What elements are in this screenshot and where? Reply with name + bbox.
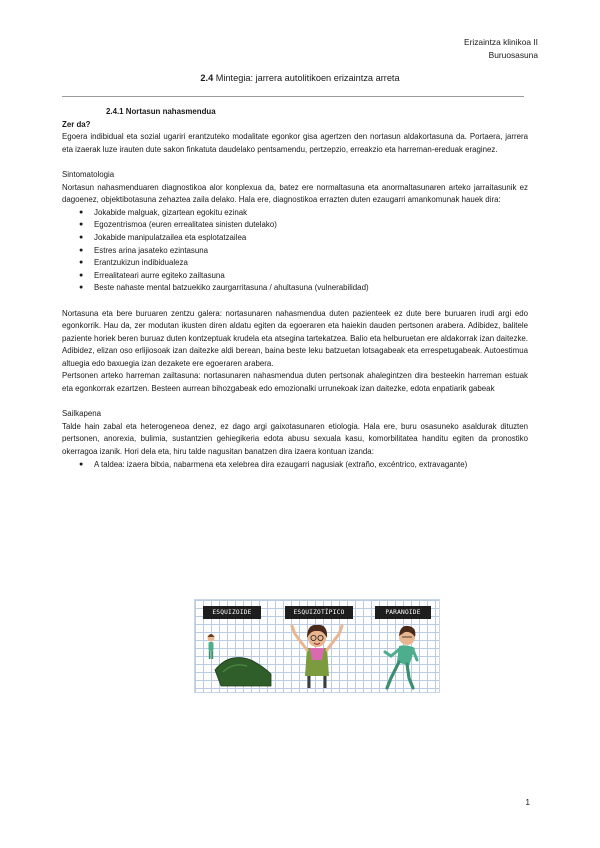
list-item: ● Errealitateari aurre egiteko zailtasuna [62, 270, 528, 283]
running-header [464, 36, 538, 62]
title-text: Mintegia: jarrera autolitikoen erizaintza arreta [215, 73, 400, 83]
bullet-icon: ● [79, 284, 84, 292]
paranoid-figure-icon [195, 600, 439, 692]
list-item: ● Estres arina jasateko ezintasuna [62, 245, 528, 258]
subject-name: Buruosasuna [488, 50, 538, 60]
bullet-icon: ● [79, 259, 84, 267]
section-heading: 2.4.1 Nortasun nahasmendua [106, 107, 216, 116]
list-item: ● Erantzukizun indibidualeza [62, 257, 528, 270]
list-item: ● A taldea: izaera bitxia, nabarmena eta xelebrea dira ezaugarri nagusiak (extraño, excéntrico, extravagante) [62, 459, 528, 472]
cluster-a-illustration [194, 599, 440, 693]
list-item: ● Egozentrismoa (euren errealitatea sinisten dutelako) [62, 219, 528, 232]
symptoms-heading: Sintomatologia [62, 169, 115, 179]
symptoms-list [62, 207, 528, 295]
list-item: ● Jokabide malguak, gizartean egokitu ezinak [62, 207, 528, 220]
bullet-icon: ● [79, 271, 84, 279]
what-paragraph: Egoera indibidual eta sozial ugariri erantzuteko modalitate egonkor gisa agertzen den nortasun aldakortasuna da. Portaera, jarrera eta izaerak luze irauten dute sakon finkatuta daudelako pentsamendu, pertzepzio, erreakzio eta harreman-ereduak eraginez. [62, 132, 528, 154]
classification-heading: Sailkapena [62, 409, 102, 419]
bullet-icon: ● [79, 460, 84, 468]
label-schizotypal: ESQUIZOTÍPICO [285, 606, 353, 619]
page-number: 1 [525, 797, 530, 807]
bullet-icon: ● [79, 246, 84, 254]
identity-paragraph: Nortasuna eta bere buruaren zentzu galera: nortasunaren nahasmendua duten pazienteek ez dute bere buruaren irudi argi edo egonkorrik. Hau da, zer modutan ikusten diren aldatu egiten da egoeraren eta haiekin dauden pertsonen arabera. Adibidez, balitele paziente horiek beren buruaz duten kontzeptuak krudela eta atsegina tartekatzea. Balio eta helburuetan ere aldakorrak izan daitezke. Adibidez, elizan oso erlijiosoak izan daitezke aldi berean, baina beste leku batzuetan lotsagabeak eta errespetugabeak. Autoestimua altuegia edo baxuegia izan dezakete ere egoeraren arabera. [62, 308, 528, 368]
label-paranoid: PARANOIDE [375, 606, 431, 619]
main-content [62, 106, 528, 471]
title-divider [62, 96, 524, 97]
label-schizoid: ESQUIZOIDE [203, 606, 261, 619]
what-heading: Zer da? [62, 119, 91, 129]
classification-paragraph: Talde hain zabal eta heterogeneoa denez, ez dago argi gaixotasunaren etiologia. Hala ere, buru osasuneko asaldurak dituzten pertsonen, anorexia, bulimia, sustantzien gehiegikeria edota abusu sexuala kasu, komorbilitatea handitu egiten da pronostiko okerragoa izanik. Hori dela eta, hiru talde nagusitan banatzen dira izaera kontuan izanda: [62, 421, 528, 457]
list-item: ● Beste nahaste mental batzuekiko zaurgarritasuna / ahultasuna (vulnerabilidad) [62, 282, 528, 295]
groups-list [62, 459, 528, 472]
bullet-icon: ● [79, 221, 84, 229]
symptoms-paragraph: Nortasun nahasmenduaren diagnostikoa alor konplexua da, batez ere normaltasuna eta anormaltasunaren arteko jarraitasunik ez dagoenez, objektibotasuna zehaztea zaila delako. Hala ere, diagnostikoa errazten duten ezaugarri amankomunak hauek dira: [62, 182, 528, 205]
course-name: Erizaintza klinikoa II [463, 37, 538, 47]
bullet-icon: ● [79, 208, 84, 216]
relations-paragraph: Pertsonen arteko harreman zailtasuna: nortasunaren nahasmendua duten pertsonak ahalegintzen dira besteekin harreman estuak eta egonkorrak ezartzen. Besteen aurrean bihozgabeak edo emozionalki urrunekoak izan daitezke, edota enpatiarik gabeak [62, 371, 528, 394]
page-title [0, 73, 600, 83]
title-number: 2.4 [200, 73, 214, 83]
list-item: ● Jokabide manipulatzailea eta esplotatzailea [62, 232, 528, 245]
bullet-icon: ● [79, 233, 84, 241]
